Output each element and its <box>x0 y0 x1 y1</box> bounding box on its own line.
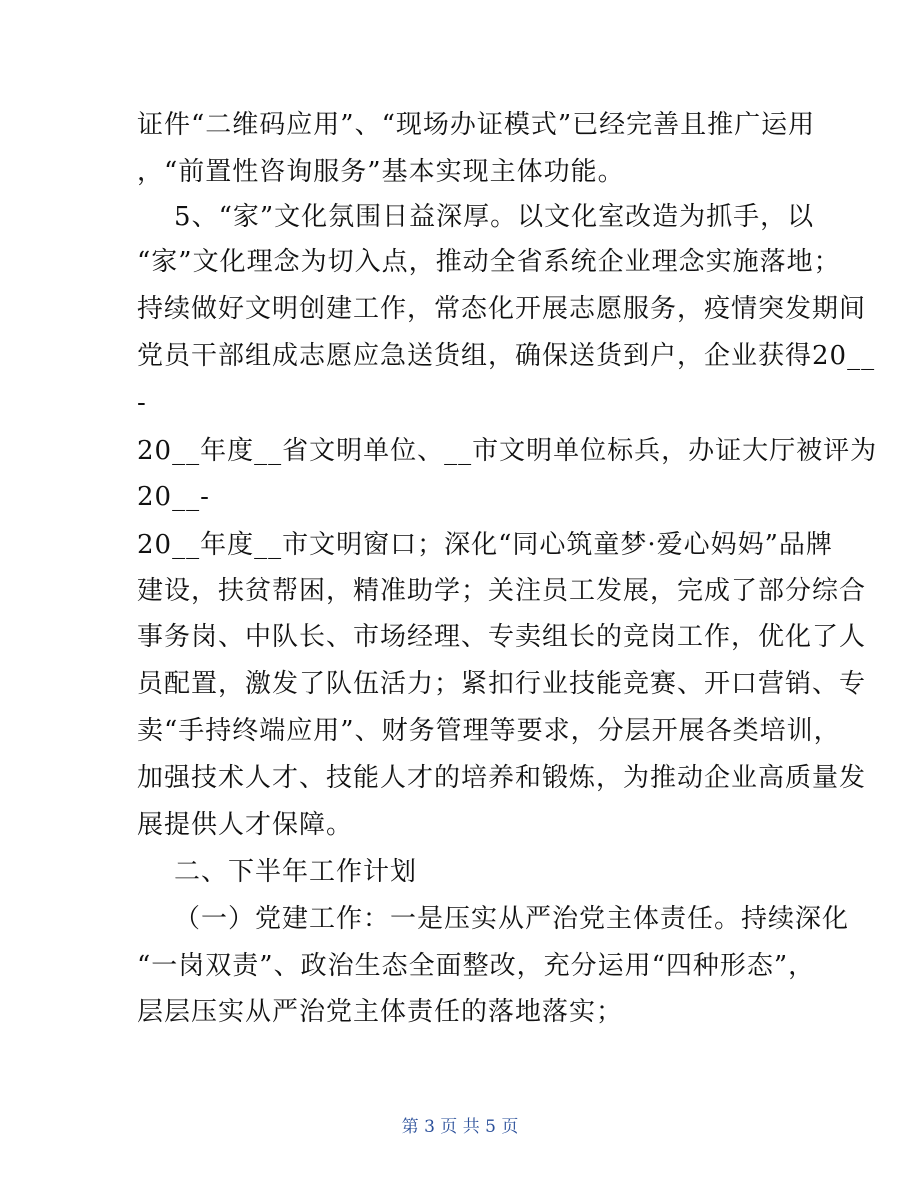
text-line: ，“前置性咨询服务”基本实现主体功能。 <box>137 157 625 187</box>
text-line: “一岗双责”、政治生态全面整改，充分运用“四种形态”， <box>137 951 816 981</box>
text-line: 员配置，激发了队伍活力；紧扣行业技能竞赛、开口营销、专 <box>137 669 867 699</box>
text-line: 持续做好文明创建工作，常态化开展志愿服务，疫情突发期间 <box>137 294 867 324</box>
page-number: 第 3 页 共 5 页 <box>401 1117 519 1137</box>
text-line: 20__年度__省文明单位、__市文明单位标兵，办证大厅被评为 <box>137 436 878 466</box>
text-line: 20__- <box>137 482 210 512</box>
text-line: 20__年度__市文明窗口；深化“同心筑童梦·爱心妈妈”品牌 <box>137 530 833 560</box>
text-line: 加强技术人才、技能人才的培养和锻炼，为推动企业高质量发 <box>137 763 867 793</box>
text-line: 证件“二维码应用”、“现场办证模式”已经完善且推广运用 <box>137 110 816 140</box>
text-line: 层层压实从严治党主体责任的落地落实； <box>137 997 624 1027</box>
text-line: 建设，扶贫帮困，精准助学；关注员工发展，完成了部分综合 <box>137 576 867 606</box>
text-line: 5、“家”文化氛围日益深厚。以文化室改造为抓手，以 <box>137 202 815 232</box>
text-line: “家”文化理念为切入点，推动全省系统企业理念实施落地； <box>137 247 841 277</box>
text-line: （一）党建工作：一是压实从严治党主体责任。持续深化 <box>137 904 850 934</box>
text-line: 展提供人才保障。 <box>137 810 354 840</box>
text-line: 党员干部组成志愿应急送货组，确保送货到户，企业获得20__ <box>137 341 876 371</box>
text-line: - <box>137 388 147 418</box>
text-line: 卖“手持终端应用”、财务管理等要求，分层开展各类培训， <box>137 716 841 746</box>
text-line: 事务岗、中队长、市场经理、专卖组长的竞岗工作，优化了人 <box>137 622 867 652</box>
section-heading: 二、下半年工作计划 <box>137 857 418 887</box>
